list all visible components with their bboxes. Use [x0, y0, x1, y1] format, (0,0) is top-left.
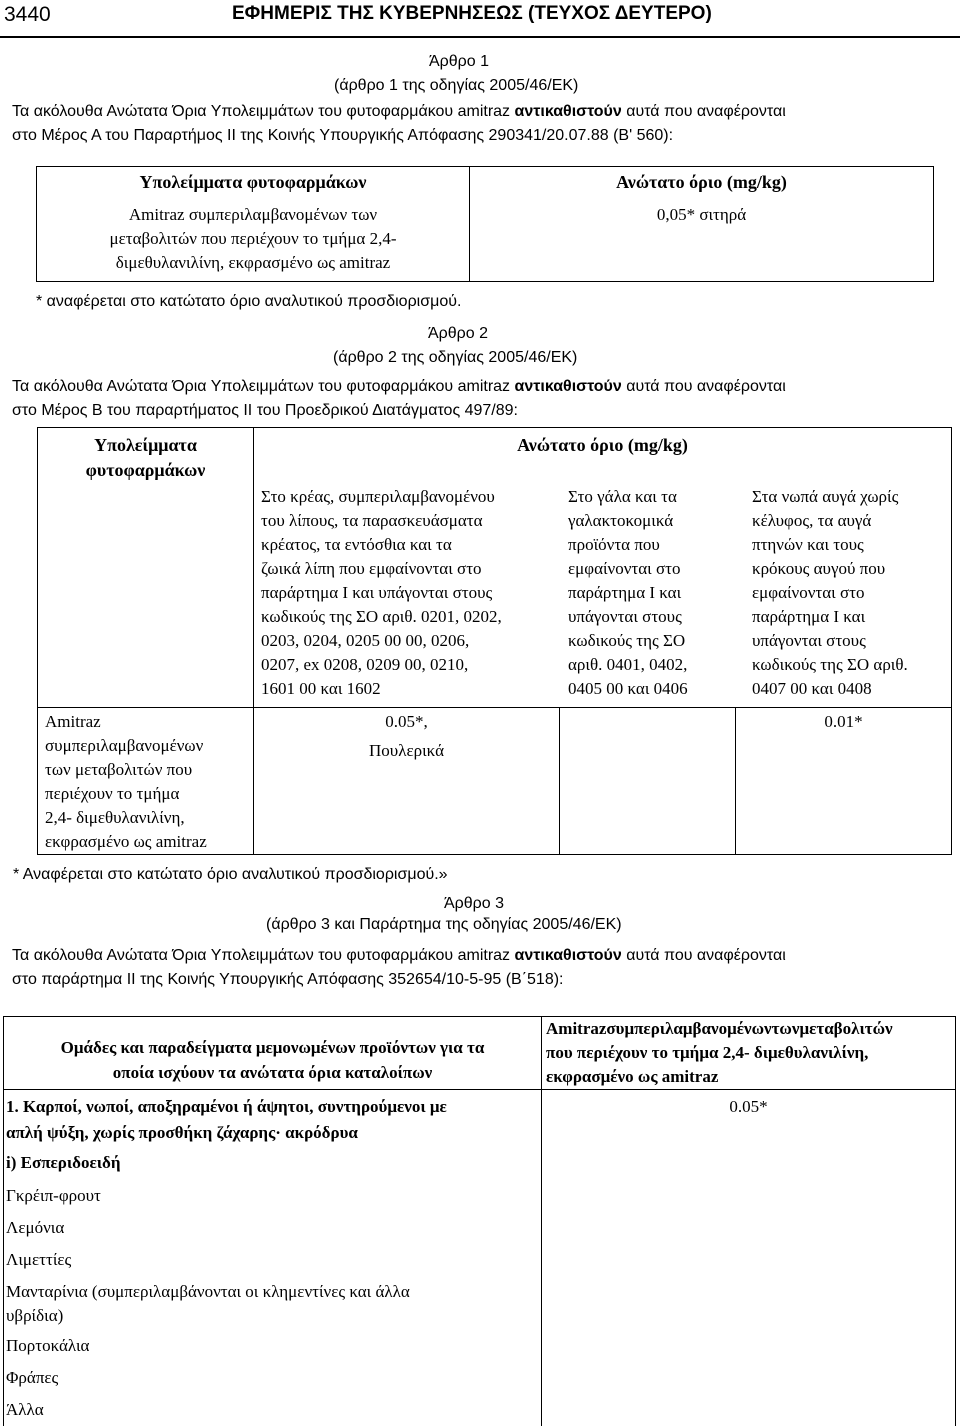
a2-eggs-header: Στα νωπά αυγά χωρίς κέλυφος, τα αυγά πτηνών και τους κρόκους αυγού που εμφαίνονται στο παράρτημα Ι και υπάγονται στους κωδικούς της ΣΟ αριθ. 0407 00 και 0408 [752, 487, 908, 698]
article3-replace-word: αντικαθιστούν [514, 947, 622, 964]
a3-item: Γκρέιπ-φρουτ [6, 1186, 101, 1205]
article1-table [36, 166, 934, 282]
a3-item: Φράπες [6, 1368, 59, 1387]
page-number: 3440 [4, 3, 51, 26]
article3-subtitle: (άρθρο 3 και Παράρτημα της οδηγίας 2005/46/ΕΚ) [266, 916, 622, 933]
a3-item: Πορτοκάλια [6, 1336, 90, 1355]
a3-col2-header: Amitrazσυμπεριλαμβανομένωντωνμεταβολιτών που περιέχουν το τμήμα 2,4- διμεθυλανιλίνη, εκφρασμένο ως amitraz [542, 1017, 956, 1090]
a3-item: Άλλα [6, 1400, 44, 1419]
article1-footnote: * αναφέρεται στο κατώτατο όριο αναλυτικού προσδιορισμού. [36, 293, 462, 310]
a2-eggs-value: 0.01* [736, 708, 952, 855]
a2-meat-value: 0.05*, Πουλερικά [254, 708, 560, 855]
article2-title: Άρθρο 2 [428, 325, 489, 342]
article1-intro-line1: Τα ακόλουθα Ανώτατα Όρια Υπολειμμάτων του φυτοφαρμάκου amitraz αντικαθιστούν αυτά που αναφέρονται [12, 103, 786, 120]
a1-col2-header: Ανώτατο όριο (mg/kg) [470, 167, 934, 200]
article1-subtitle: (άρθρο 1 της οδηγίας 2005/46/ΕΚ) [334, 77, 579, 94]
a1-residue-cell: Amitraz συμπεριλαμβανομένων των μεταβολιτών που περιέχουν το τμήμα 2,4- διμεθυλανιλίνη, εκφρασμένο ως amitraz [37, 200, 470, 282]
article2-table [37, 427, 952, 855]
a2-residue-cell: Amitraz συμπεριλαμβανομένων των μεταβολιτών που περιέχουν το τμήμα 2,4- διμεθυλανιλίνη, εκφρασμένο ως amitraz [38, 708, 254, 855]
article2-footnote: * Αναφέρεται στο κατώτατο όριο αναλυτικού προσδιορισμού.» [13, 866, 448, 883]
article3-intro-line2: στο παράρτημα ΙΙ της Κοινής Υπουργικής Απόφασης 352654/10-5-95 (Β΄518): [12, 971, 564, 988]
article3-title: Άρθρο 3 [444, 895, 505, 912]
a3-item: Λεμόνια [6, 1218, 65, 1237]
a2-limit-header: Ανώτατο όριο (mg/kg) [517, 435, 688, 455]
header-rule [0, 36, 960, 38]
article2-intro-line2: στο Μέρος Β του παραρτήματος ΙΙ του Προεδρικού Διατάγματος 497/89: [12, 402, 518, 419]
article1-title: Άρθρο 1 [429, 53, 490, 70]
a1-value-cell: 0,05* σιτηρά [470, 200, 934, 282]
a3-item: Λιμεττίες [6, 1250, 72, 1269]
a3-mandarin: Μανταρίνια (συμπεριλαμβάνονται οι κλημεντίνες και άλλα υβρίδια) [6, 1282, 410, 1325]
article2-replace-word: αντικαθιστούν [514, 378, 622, 395]
article1-replace-word: αντικαθιστούν [514, 103, 622, 120]
article2-intro-line1: Τα ακόλουθα Ανώτατα Όρια Υπολειμμάτων του φυτοφαρμάκου amitraz αντικαθιστούν αυτά που αναφέρονται [12, 378, 786, 395]
a3-group1-value: 0.05* [542, 1090, 956, 1427]
article2-subtitle: (άρθρο 2 της οδηγίας 2005/46/ΕΚ) [333, 349, 578, 366]
a2-col1-header: Υπολείμματα φυτοφαρμάκων [38, 428, 254, 708]
article3-table [3, 1016, 956, 1426]
article1-intro-line2: στο Μέρος Α του Παραρτήμος ΙΙ της Κοινής Υπουργικής Απόφασης 290341/20.07.88 (Β' 560): [12, 127, 674, 144]
a3-col1-header: Ομάδες και παραδείγματα μεμονωμένων προϊόντων για τα οποία ισχύουν τα ανώτατα όρια καταλοίπων [4, 1017, 542, 1090]
a3-group1: 1. Καρποί, νωποί, αποξηραμένοι ή άψητοι, συντηρούμενοι με απλή ψύξη, χωρίς προσθήκη ζάχαρης· ακρόδρυα i) Εσπεριδοειδή Γκρέιπ-φρουτ Λεμόνια Λιμεττίες Μανταρίνια (συμπεριλαμβάνονται οι κλημεντίνες και άλλα υβρίδια) Πορτοκάλια Φράπες Άλλα [4, 1090, 542, 1427]
a2-milk-header: Στο γάλα και τα γαλακτοκομικά προϊόντα που εμφαίνονται στο παράρτημα Ι και υπάγονται στους κωδικούς της ΣΟ αριθ. 0401, 0402, 0405 00 και 0406 [568, 487, 688, 698]
a2-meat-header: Στο κρέας, συμπεριλαμβανομένου του λίπους, τα παρασκευάσματα κρέατος, τα εντόσθια και τα ζωικά λίπη που εμφαίνονται στο παράρτημα Ι και υπάγονται στους κωδικούς της ΣΟ αριθ. 0201, 0202, 0203, 0204, 0205 00 00, 0206, 0207, ex 0208, 0209 00, 0210, 1601 00 και 1602 [261, 487, 502, 698]
article3-intro-line1: Τα ακόλουθα Ανώτατα Όρια Υπολειμμάτων του φυτοφαρμάκου amitraz αντικαθιστούν αυτά που αναφέρονται [12, 947, 786, 964]
gazette-title: ΕΦΗΜΕΡΙΣ ΤΗΣ ΚΥΒΕΡΝΗΣΕΩΣ (ΤΕΥΧΟΣ ΔΕΥΤΕΡΟ) [232, 3, 712, 24]
a2-limit-group [254, 428, 952, 708]
a1-col1-header: Υπολείμματα φυτοφαρμάκων [37, 167, 470, 200]
a2-milk-value [560, 708, 736, 855]
a3-subgroup: i) Εσπεριδοειδή [6, 1153, 121, 1172]
